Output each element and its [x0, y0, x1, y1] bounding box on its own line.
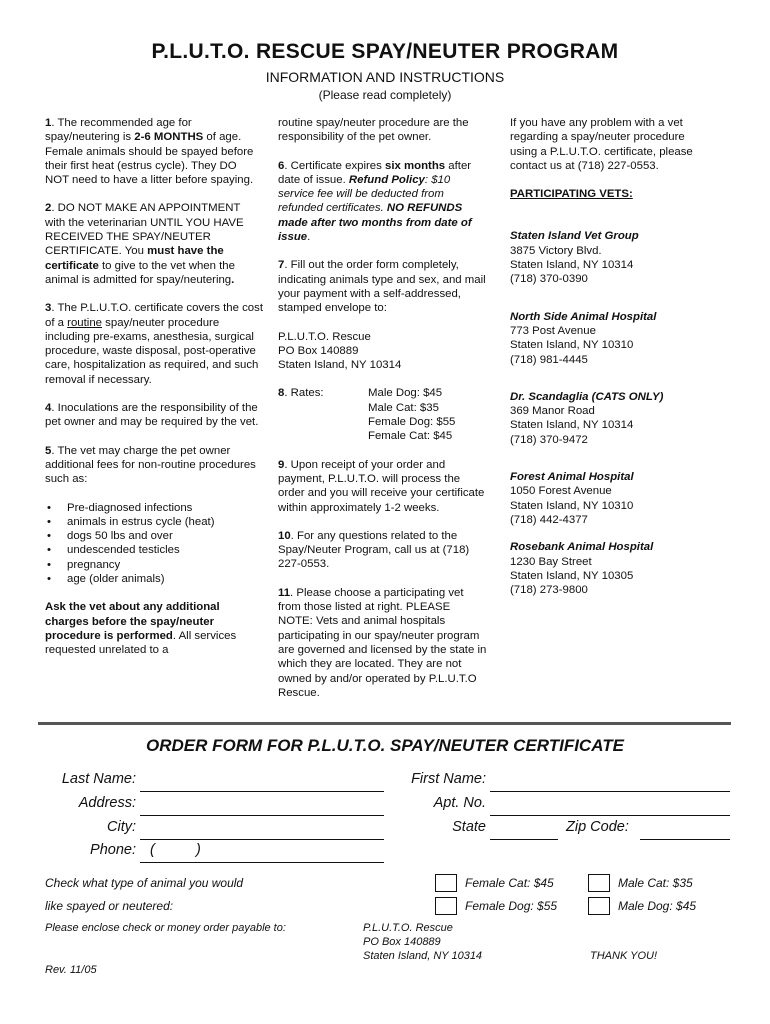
- animal-type-prompt: Check what type of animal you would: [45, 876, 244, 890]
- animal-type-prompt-2: like spayed or neutered:: [45, 899, 174, 913]
- state-label: State: [452, 819, 486, 835]
- vet-city: Staten Island, NY 10310: [510, 499, 634, 512]
- item-6: 6. Certificate expires six months after date of issue. Refund Policy: $10 service fee will be deducted from refunded certificates. NO REFUNDS made after two months from date of issue.: [278, 159, 472, 244]
- item-9: 9. Upon receipt of your order and payment, P.L.U.T.O. will process the order and you will receive your certificate within approximately 1-2 weeks.: [278, 458, 485, 514]
- male-cat-label: Male Cat: $35: [618, 876, 693, 890]
- item-5: 5. The vet may charge the pet owner additional fees for non-routine procedures such as:: [45, 444, 256, 486]
- list-item: • Pre-diagnosed infections: [45, 501, 263, 515]
- item-2: 2. DO NOT MAKE AN APPOINTMENT with the veterinarian UNTIL YOU HAVE RECEIVED THE SPAY/NEUTER CERTIFICATE. You must have the certificate to give to the vet when the animal is admitted for spay/neutering.: [45, 202, 244, 286]
- vet-city: Staten Island, NY 10314: [510, 419, 634, 432]
- vet-street: 3875 Victory Blvd.: [510, 244, 602, 257]
- fee-list: [45, 501, 263, 587]
- vet-name: Dr. Scandaglia (CATS ONLY): [510, 390, 664, 403]
- vet-name: Staten Island Vet Group: [510, 230, 639, 243]
- apt-label: Apt. No.: [433, 795, 486, 811]
- vet-phone: (718) 370-9472: [510, 433, 588, 446]
- first-name-field[interactable]: [490, 791, 730, 792]
- male-dog-checkbox[interactable]: [588, 897, 610, 915]
- female-cat-checkbox[interactable]: [435, 874, 457, 892]
- zip-label: Zip Code:: [566, 819, 629, 835]
- payee-city: Staten Island, NY 10314: [363, 950, 483, 962]
- rate-male-dog: Male Dog: $45: [368, 387, 443, 400]
- zip-field[interactable]: [640, 839, 730, 840]
- rate-female-dog: Female Dog: $55: [368, 416, 456, 429]
- list-item: • undescended testicles: [45, 543, 263, 557]
- female-dog-checkbox[interactable]: [435, 897, 457, 915]
- vet-phone: (718) 273-9800: [510, 584, 588, 597]
- revision-label: Rev. 11/05: [45, 964, 97, 976]
- vet-city: Staten Island, NY 10310: [510, 339, 634, 352]
- vet-problem-note: If you have any problem with a vet regarding a spay/neuter procedure using a P.L.U.T.O. certificate, please contact us at (718) 227-0553.: [510, 117, 693, 172]
- participating-vets-heading: PARTICIPATING VETS:: [510, 188, 633, 201]
- list-item: • age (older animals): [45, 572, 263, 586]
- list-item: • animals in estrus cycle (heat): [45, 515, 263, 529]
- address-label: Address:: [78, 795, 136, 811]
- column-1: [45, 116, 263, 658]
- vet-entry: [510, 540, 710, 597]
- vet-entry: [510, 390, 710, 447]
- item-10: 10. For any questions related to the Spay/Neuter Program, call us at (718) 227-0553.: [278, 529, 470, 571]
- list-item: • pregnancy: [45, 558, 263, 572]
- thank-you: THANK YOU!: [590, 950, 658, 962]
- male-dog-label: Male Dog: $45: [618, 899, 697, 913]
- last-name-field[interactable]: [140, 791, 384, 792]
- column-3: [510, 116, 710, 597]
- apt-field[interactable]: [490, 815, 730, 816]
- vet-entry: [510, 310, 710, 367]
- payee-box: PO Box 140889: [363, 936, 441, 948]
- mailing-address: P.L.U.T.O. Rescue PO Box 140889 Staten Island, NY 10314: [278, 330, 402, 372]
- vet-city: Staten Island, NY 10305: [510, 569, 634, 582]
- item-11: 11. Please choose a participating vet from those listed at right. PLEASE NOTE: Vets and animal hospitals participating in our spay/neuter program are governed and licensed by the state in which they are located. They are not owned by and/or operated by P.L.U.T.O Rescue.: [278, 586, 487, 699]
- phone-area-open: (: [150, 842, 155, 858]
- vet-phone: (718) 442-4377: [510, 513, 588, 526]
- address-field[interactable]: [140, 815, 384, 816]
- female-cat-label: Female Cat: $45: [465, 876, 554, 890]
- male-cat-checkbox[interactable]: [588, 874, 610, 892]
- vet-entry: [510, 229, 710, 286]
- vet-name: North Side Animal Hospital: [510, 310, 657, 323]
- first-name-label: First Name:: [411, 771, 486, 787]
- vet-city: Staten Island, NY 10314: [510, 259, 634, 272]
- item-8-rates: 8. Rates: Male Dog: $45 Male Cat: $35 Female Dog: $55 Female Cat: $45: [278, 387, 456, 443]
- vet-street: 1230 Bay Street: [510, 555, 592, 568]
- list-item: • dogs 50 lbs and over: [45, 529, 263, 543]
- column-2: [278, 116, 488, 700]
- vet-entry: [510, 470, 710, 527]
- page-subtitle: INFORMATION AND INSTRUCTIONS: [265, 69, 505, 85]
- payee-name: P.L.U.T.O. Rescue: [363, 922, 453, 934]
- section-divider: [38, 722, 731, 725]
- rate-female-cat: Female Cat: $45: [368, 430, 453, 443]
- vet-name: Rosebank Animal Hospital: [510, 541, 654, 554]
- last-name-label: Last Name:: [61, 771, 136, 787]
- city-field[interactable]: [140, 839, 384, 840]
- order-form-title: ORDER FORM FOR P.L.U.T.O. SPAY/NEUTER CERTIFICATE: [146, 736, 624, 755]
- phone-label: Phone:: [90, 842, 136, 858]
- city-label: City:: [107, 819, 136, 835]
- ask-vet-note: Ask the vet about any additional charges before the spay/neuter procedure is performed. All services requested unrelated to a: [45, 601, 237, 657]
- phone-field[interactable]: [140, 862, 384, 863]
- page-title: P.L.U.T.O. RESCUE SPAY/NEUTER PROGRAM: [151, 40, 619, 63]
- vet-street: 773 Post Avenue: [510, 324, 596, 337]
- vet-name: Forest Animal Hospital: [510, 471, 634, 484]
- vet-street: 1050 Forest Avenue: [510, 485, 612, 498]
- rate-male-cat: Male Cat: $35: [368, 401, 439, 414]
- vet-phone: (718) 981-4445: [510, 353, 588, 366]
- item-7: 7. Fill out the order form completely, indicating animals type and sex, and mail your payment with a self-addressed, stamped envelope to:: [278, 259, 486, 315]
- phone-area-close: ): [196, 842, 201, 858]
- read-note: (Please read completely): [318, 88, 452, 102]
- vet-phone: (718) 370-0390: [510, 273, 588, 286]
- payment-instruction: Please enclose check or money order payable to:: [45, 922, 286, 934]
- vet-street: 369 Manor Road: [510, 405, 595, 418]
- item-1: 1. The recommended age for spay/neutering is 2-6 MONTHS of age. Female animals should be spayed before their first heat (estrus cycle). They DO NOT need to have a litter before spaying.: [45, 117, 254, 187]
- item-3: 3. The P.L.U.T.O. certificate covers the cost of a routine spay/neuter procedure including pre-exams, anesthesia, surgical procedure, waste disposal, post-operative care, hospitalization as required, and such removal if necessary.: [45, 302, 264, 386]
- female-dog-label: Female Dog: $55: [465, 899, 558, 913]
- item-5-continued: routine spay/neuter procedure are the responsibility of the pet owner.: [278, 117, 469, 144]
- item-4: 4. Inoculations are the responsibility of the pet owner and may be required by the vet.: [45, 402, 259, 429]
- state-field[interactable]: [490, 839, 558, 840]
